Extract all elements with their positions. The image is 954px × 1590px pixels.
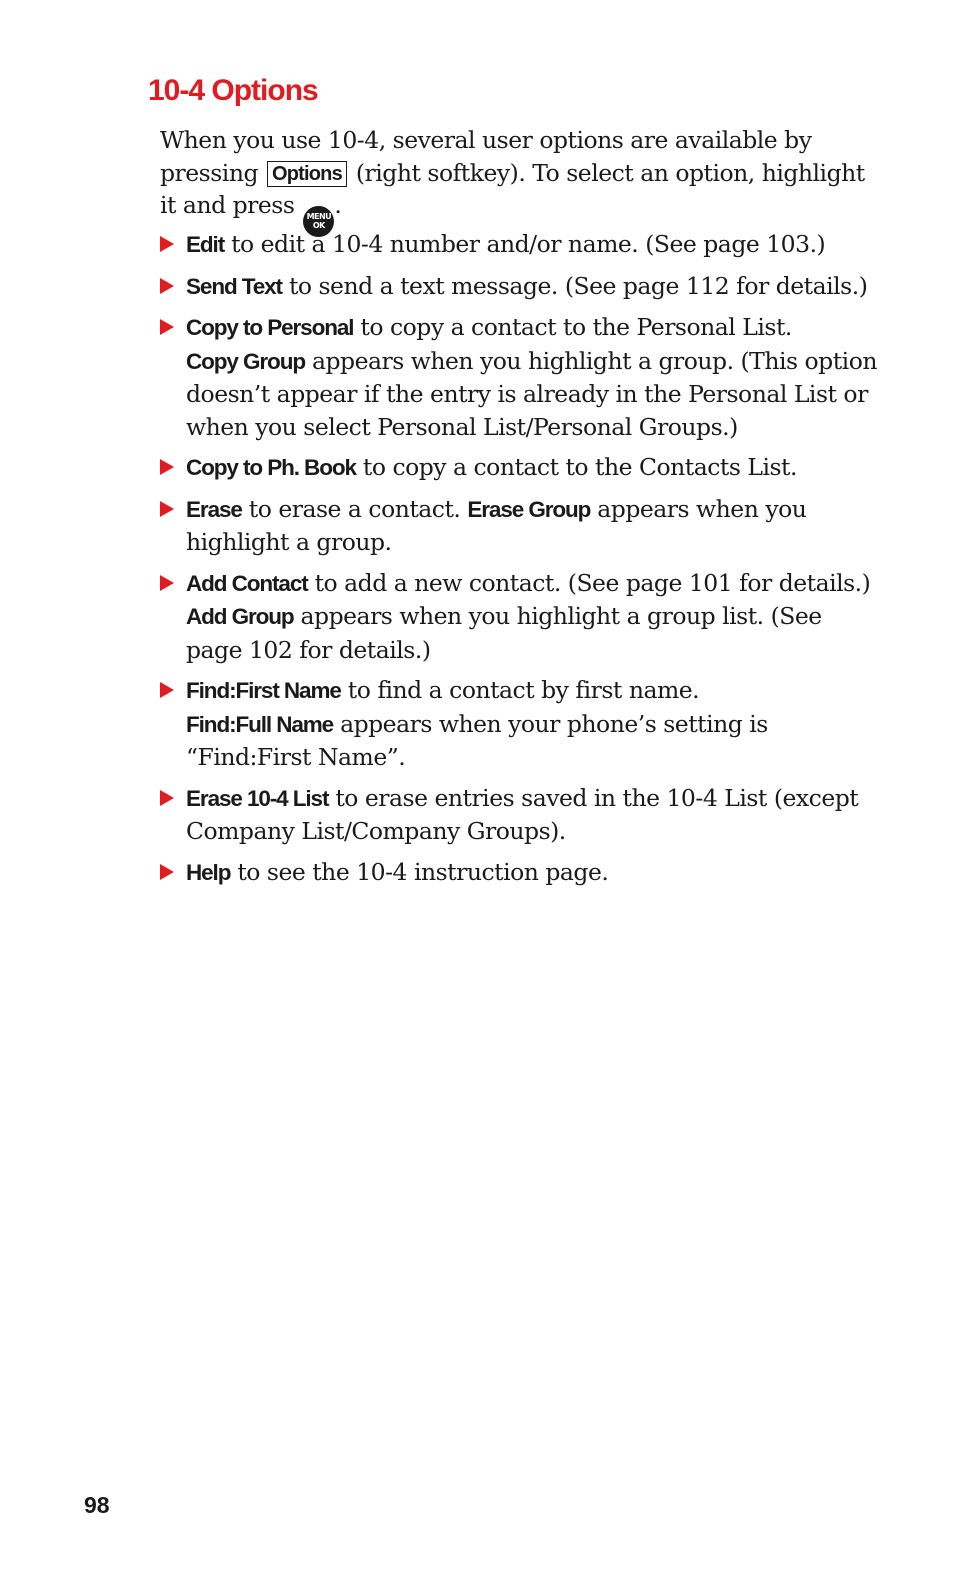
intro-text: . bbox=[334, 191, 342, 219]
triangle-right-icon bbox=[160, 459, 174, 475]
option-copy-to-ph-book bbox=[160, 451, 880, 485]
section-heading: 10-4 Options bbox=[148, 74, 318, 107]
page-number: 98 bbox=[84, 1492, 110, 1518]
triangle-right-icon bbox=[160, 864, 174, 880]
option-text: to edit a 10-4 number and/or name. (See page 103.) bbox=[224, 230, 826, 258]
option-text-secondary: appears when your phone’s setting is “Find:First Name”. bbox=[186, 709, 768, 771]
triangle-right-icon bbox=[160, 278, 174, 294]
option-term: Help bbox=[186, 859, 231, 885]
intro-text: When you use 10-4, several user options are available by pressing bbox=[160, 126, 812, 187]
option-text-secondary: appears when you highlight a group list. (See page 102 for details.) bbox=[186, 602, 822, 664]
option-text: to erase entries saved in the 10-4 List (except Company List/Company Groups). bbox=[186, 783, 859, 845]
option-term: Copy to Ph. Book bbox=[186, 455, 356, 480]
option-text: to add a new contact. (See page 101 for details.) bbox=[307, 568, 871, 597]
triangle-right-icon bbox=[160, 682, 174, 698]
option-edit bbox=[160, 228, 880, 262]
option-find-first-name bbox=[160, 674, 880, 774]
option-text-secondary: appears when you highlight a group. bbox=[186, 494, 807, 556]
options-softkey-label: Options bbox=[267, 161, 347, 187]
option-term: Find:First Name bbox=[186, 678, 341, 703]
option-text-secondary: appears when you highlight a group. (This option doesn’t appear if the entry is already in the Personal List or when you select Personal List/Personal Groups.) bbox=[186, 346, 877, 441]
option-term-secondary: Erase Group bbox=[467, 496, 591, 522]
triangle-right-icon bbox=[160, 790, 174, 806]
option-send-text bbox=[160, 270, 880, 304]
option-term: Send Text bbox=[186, 273, 282, 299]
triangle-right-icon bbox=[160, 236, 174, 252]
option-text: to see the 10-4 instruction page. bbox=[230, 857, 609, 886]
triangle-right-icon bbox=[160, 575, 174, 591]
intro-text: (right softkey). To select an option, highlight it and press bbox=[160, 158, 865, 219]
option-help bbox=[160, 856, 880, 890]
option-copy-to-personal bbox=[160, 311, 880, 443]
option-text: to send a text message. (See page 112 for details.) bbox=[281, 271, 868, 300]
option-add-contact bbox=[160, 567, 880, 667]
intro-paragraph bbox=[160, 124, 875, 237]
option-term-secondary: Copy Group bbox=[186, 348, 305, 374]
option-erase-10-4-list bbox=[160, 782, 880, 848]
option-text: to copy a contact to the Personal List. bbox=[353, 313, 792, 341]
triangle-right-icon bbox=[160, 501, 174, 517]
options-list bbox=[160, 228, 880, 897]
menu-ok-line1: MENU bbox=[306, 212, 332, 221]
option-term-secondary: Find:Full Name bbox=[186, 711, 334, 737]
option-term: Erase 10-4 List bbox=[186, 785, 329, 811]
triangle-right-icon bbox=[160, 319, 174, 335]
option-text: to find a contact by first name. bbox=[340, 676, 700, 704]
option-term: Copy to Personal bbox=[186, 315, 354, 340]
option-term: Erase bbox=[186, 496, 242, 522]
option-erase bbox=[160, 493, 880, 559]
menu-ok-line2: OK bbox=[312, 221, 325, 230]
option-term-secondary: Add Group bbox=[186, 604, 294, 629]
option-term: Add Contact bbox=[186, 570, 308, 596]
option-term: Edit bbox=[186, 232, 225, 257]
option-text: to copy a contact to the Contacts List. bbox=[355, 453, 797, 481]
option-text: to erase a contact. bbox=[241, 494, 468, 523]
